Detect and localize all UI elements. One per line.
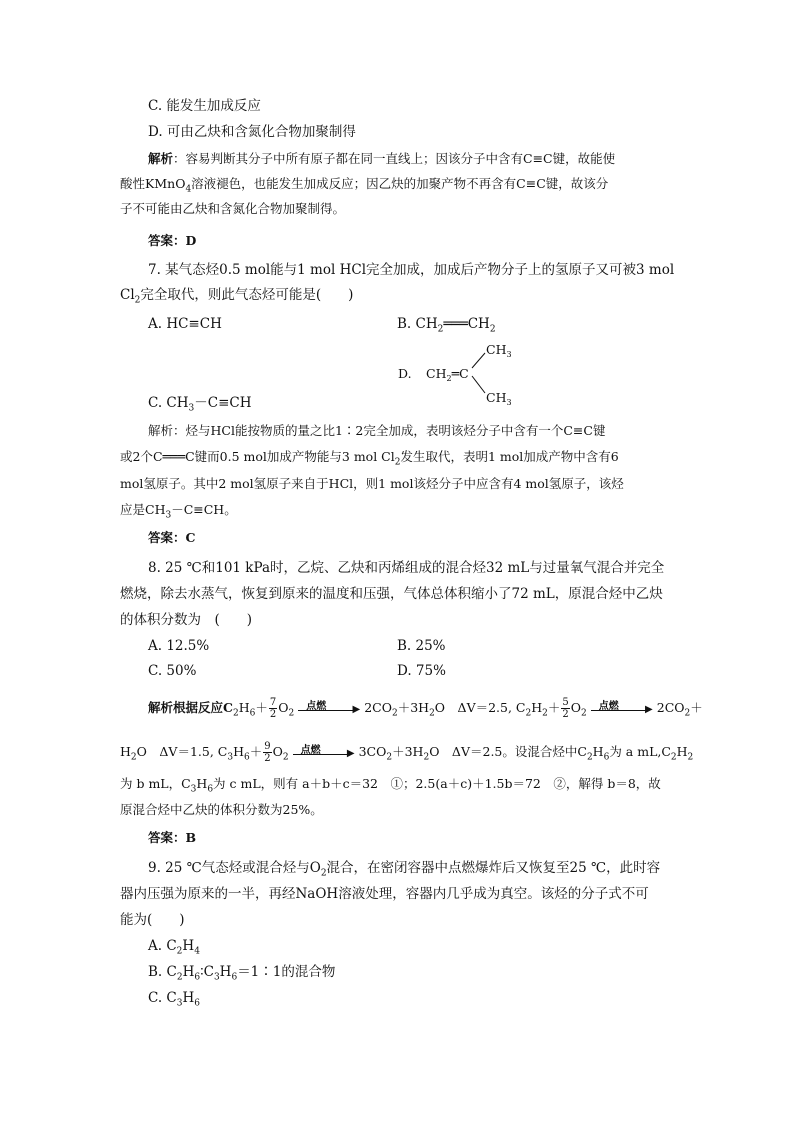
q8-fraction-5-2: $\frac{5}{2}$	[562, 697, 569, 720]
q6-option-c: C. 能发生加成反应	[148, 98, 261, 114]
q9-stem-line-3: 能为( )	[120, 912, 185, 928]
q8-fraction-9-2: $\frac{9}{2}$	[264, 741, 271, 764]
q8-fraction-7-2: $\frac{7}{2}$	[269, 697, 277, 720]
q7-explanation-line-1: 解析：烃与HCl能按物质的量之比1∶2完全加成，表明该烃分子中含有一个C≡C键	[148, 423, 606, 438]
q7-option-d-structure	[392, 338, 532, 410]
q7-option-a: A. HC≡CH	[148, 316, 222, 332]
q8-arrow-3: 点燃 ▶	[293, 743, 355, 763]
q8-explanation-line-2: $H_2O$ ΔV＝1.5, $C_3H_6+$ $\frac{9}{2}$ $O_2$ 点燃 ▶ $3CO_2+3H_2O$ ΔV＝2.5。设混合烃中$C_2H_6$为 a $mL,C_2H_2$	[120, 741, 694, 764]
q7-explanation-line-2: 或2个C═══C键而0.5 mol加成产物能与3 mol $Cl_2$发生取代，表明1 mol加成产物中含有6	[120, 449, 619, 468]
q6-answer: 答案：D	[148, 233, 197, 248]
q6-option-d: D. 可由乙炔和含氮化合物加聚制得	[148, 124, 356, 140]
q7-explanation-line-4: 应是$CH_3-C\equiv CH$。	[120, 502, 237, 521]
q8-option-c: C. 50%	[148, 663, 197, 679]
q7-stem-line-2: $Cl_2$完全取代，则此气态烃可能是( )	[120, 287, 354, 306]
q9-stem-line-1: 9. 25 ℃气态烃或混合烃与$O_2$混合，在密闭容器中点燃爆炸后又恢复至25 ℃，此时容	[148, 860, 661, 879]
q7-answer: 答案：C	[148, 530, 196, 545]
q8-explanation-line-1: 解析根据反应$C_2H_6+$ $\frac{7}{2}$ $O_2$ 点燃 ▶ $2CO_2+3H_2O$ ΔV＝2.5, $C_2H_2+$ $\frac{5}{2}$ $O_2$ 点燃 ▶ $2CO_2+$	[148, 697, 703, 720]
q6-explanation-line-3: 子不可能由乙炔和含氮化合物加聚制得。	[120, 201, 346, 216]
q7-explanation-line-3: mol氢原子。其中2 mol氢原子来自于HCl，则1 mol该烃分子中应含有4 mol氢原子，该烃	[120, 476, 624, 491]
q8-stem-line-3: 的体积分数为 ( )	[120, 612, 253, 628]
q7-option-d-label: D.	[398, 366, 412, 381]
q8-answer: 答案：B	[148, 830, 197, 845]
q8-stem-line-1: 8. 25 ℃和101 kPa时，乙烷、乙炔和丙烯组成的混合烃32 mL与过量氧气混合并完全	[148, 560, 665, 576]
q6-explanation-line-1: 解析：容易判断其分子中所有原子都在同一直线上；因该分子中含有C≡C键，故能使	[148, 151, 616, 166]
q8-arrow-1: 点燃 ▶	[298, 699, 360, 719]
q8-option-a: A. 12.5%	[148, 638, 210, 654]
q8-option-b: B. 25%	[397, 638, 446, 654]
q6-explanation-line-2: 酸性KMnO$_4$溶液褪色，也能发生加成反应；因乙炔的加聚产物不再含有C≡C键，故该分	[120, 176, 609, 195]
q7-option-d-ch3-bottom: $CH_3$	[486, 390, 512, 407]
q8-arrow-2: 点燃 ▶	[591, 699, 653, 719]
q7-stem-line-1: 7. 某气态烃0.5 mol能与1 mol HCl完全加成，加成后产物分子上的氢原子又可被3 mol	[148, 262, 675, 278]
q7-option-d-bond-up	[472, 353, 485, 368]
q7-option-d-ch2: $CH_2═C$	[426, 366, 469, 383]
q9-option-b: B. $C_2H_6∶C_3H_6=1∶1$的混合物	[148, 964, 336, 983]
q9-stem-line-2: 器内压强为原来的一半，再经NaOH溶液处理，容器内几乎成为真空。该烃的分子式不可	[120, 886, 649, 902]
q7-option-d-ch3-top: $CH_3$	[486, 342, 512, 359]
q9-option-a: A. $C_2H_4$	[148, 938, 200, 957]
q8-option-d: D. 75%	[397, 663, 446, 679]
q8-explanation-line-3: 为 b mL，$C_3H_6$为 c mL，则有 a＋b＋c＝32 ①；2.5(a＋c)＋1.5b＝72 ②，解得 b＝8，故	[120, 776, 661, 795]
q7-option-d-bond-down	[472, 376, 485, 393]
q7-option-c: C. $CH_3-C\equiv CH$	[148, 395, 252, 414]
q8-stem-line-2: 燃烧，除去水蒸气，恢复到原来的温度和压强，气体总体积缩小了72 mL，原混合烃中乙炔	[120, 586, 663, 602]
q7-option-b: B. $CH_2═══CH_2$	[397, 316, 496, 335]
q9-option-c: C. $C_3H_6$	[148, 990, 201, 1009]
q8-explanation-line-4: 原混合烃中乙炔的体积分数为25%。	[120, 802, 323, 817]
